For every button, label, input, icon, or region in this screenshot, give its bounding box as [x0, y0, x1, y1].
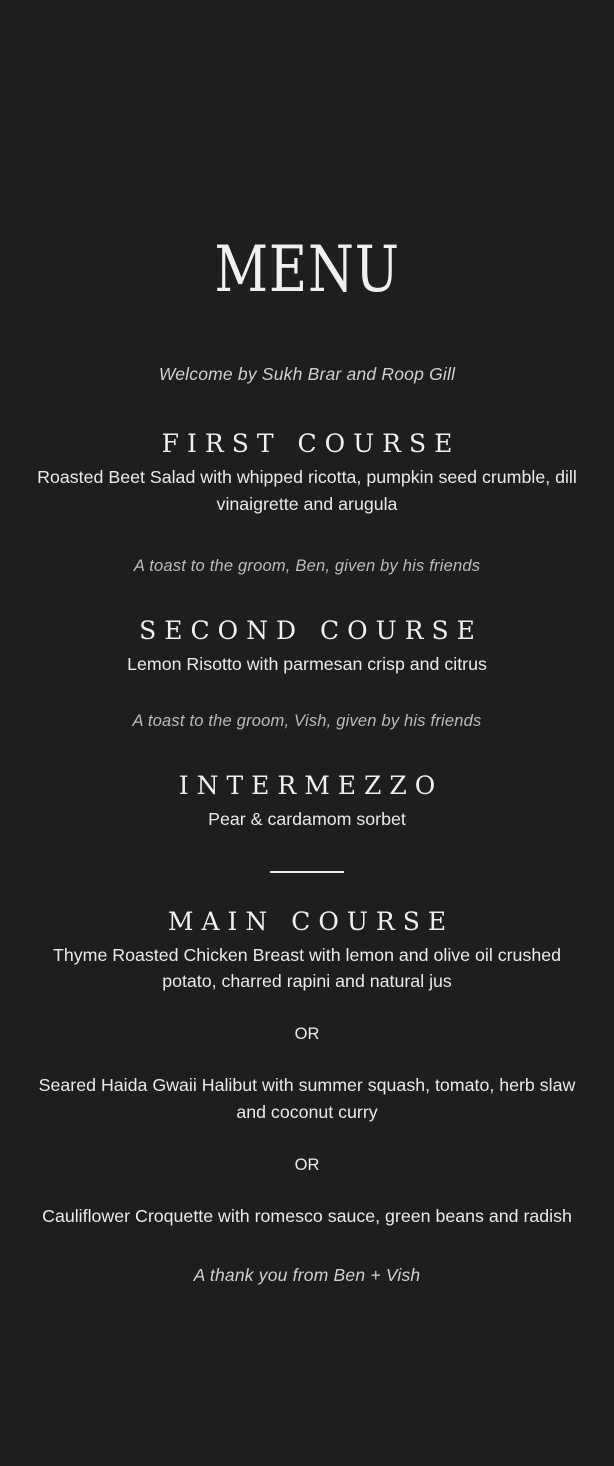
- course-description-first: Roasted Beet Salad with whipped ricotta, pumpkin seed crumble, dill vinaigrette and arugula: [37, 467, 577, 514]
- course-heading-first: FIRST COURSE: [161, 429, 461, 458]
- main-course-alternative-1: Seared Haida Gwaii Halibut with summer squash, tomato, herb slaw and coconut curry: [38, 1075, 576, 1122]
- course-description-second: Lemon Risotto with parmesan crisp and citrus: [127, 654, 487, 675]
- page-title: MENU: [214, 233, 400, 307]
- toast-line-ben: A toast to the groom, Ben, given by his friends: [133, 557, 481, 576]
- main-course-alternative-2: Cauliflower Croquette with romesco sauce, green beans and radish: [42, 1205, 572, 1226]
- or-separator-2: OR: [294, 1155, 320, 1174]
- course-description-main: Thyme Roasted Chicken Breast with lemon and olive oil crushed potato, charred rapini and natural jus: [53, 944, 561, 992]
- course-heading-main: MAIN COURSE: [167, 906, 455, 936]
- course-heading-second: SECOND COURSE: [139, 616, 483, 646]
- course-description-intermezzo: Pear & cardamom sorbet: [208, 809, 406, 830]
- welcome-line: Welcome by Sukh Brar and Roop Gill: [158, 364, 456, 384]
- toast-line-vish: A toast to the groom, Vish, given by his friends: [132, 712, 482, 731]
- course-heading-intermezzo: INTERMEZZO: [178, 771, 444, 801]
- section-divider: [270, 871, 344, 873]
- or-separator-1: OR: [294, 1025, 320, 1044]
- closing-line: A thank you from Ben + Vish: [193, 1265, 421, 1286]
